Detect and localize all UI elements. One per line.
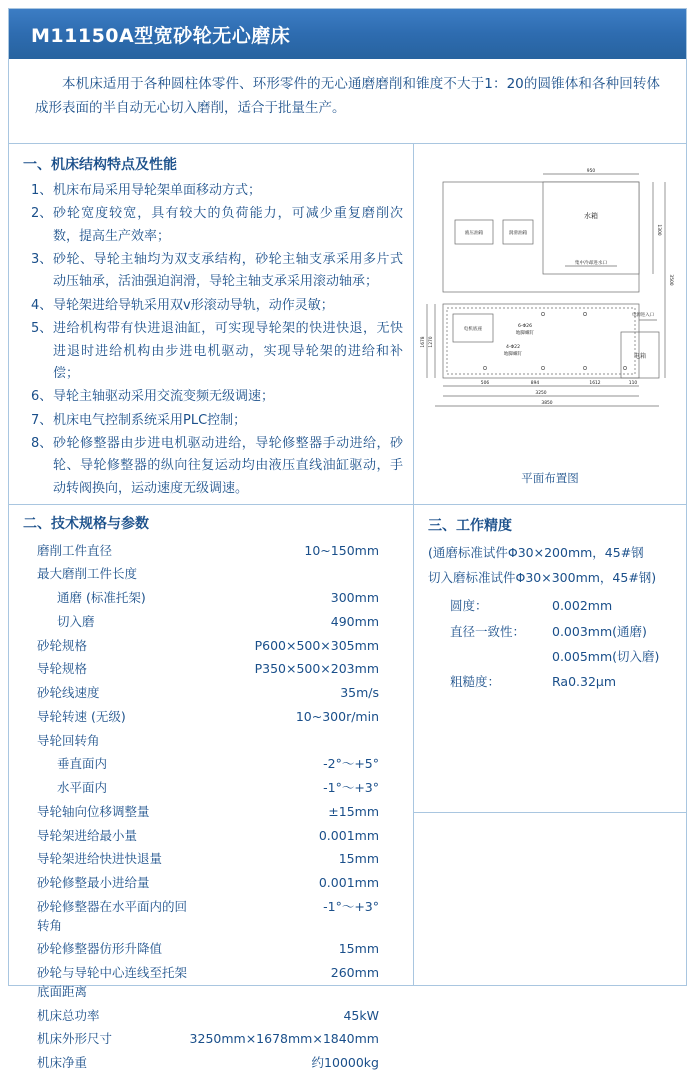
diagram-dim-left2: 1678: [420, 336, 426, 347]
list-item-text: 导轮主轴驱动采用交流变频无级调速；: [53, 386, 403, 408]
diagram-label-water-tank: 水箱: [584, 211, 598, 220]
spec-key: 机床净重: [23, 1052, 190, 1075]
list-item-text: 导轮架进给导轨采用双v形滚动导轨，动作灵敏；: [53, 295, 403, 317]
list-item-number: 8、: [23, 433, 53, 500]
spec-value: 0.001mm: [190, 872, 403, 896]
accuracy-value: 0.003mm(通磨): [546, 619, 676, 644]
list-item-text: 砂轮宽度较宽，具有较大的负荷能力，可减少重复磨削次数，提高生产效率；: [53, 203, 403, 248]
accuracy-key-empty: [428, 644, 546, 669]
spec-key: 导轮转速 (无级): [23, 705, 190, 729]
divider-right-inner: [414, 812, 686, 813]
list-item-text: 砂轮、导轮主轴均为双支承结构，砂轮主轴支承采用多片式动压轴承，活油强迫润滑，导轮主轴支承采用滚动轴承；: [53, 249, 403, 294]
spec-key: 砂轮与导轮中心连线至托架底面距离: [23, 962, 190, 1005]
diagram-label-hydraulic-station: 液压油箱: [465, 229, 484, 236]
accuracy-value: 0.005mm(切入磨): [546, 644, 676, 669]
diagram-label-electric-cabinet: 电箱: [634, 352, 646, 360]
accuracy-note-line2: 切入磨标准试件Φ30×300mm，45#钢): [428, 566, 676, 589]
table-row: [23, 634, 403, 658]
plan-layout-diagram: [425, 164, 675, 464]
table-row: [23, 563, 403, 587]
table-row: [23, 587, 403, 611]
diagram-dim-left1: 1270: [428, 336, 434, 347]
spec-value: 490mm: [190, 610, 403, 634]
spec-key: 导轮轴向位移调整量: [23, 800, 190, 824]
list-item: [23, 433, 403, 500]
list-item-number: 3、: [23, 249, 53, 294]
section-accuracy-heading: 三、工作精度: [428, 515, 676, 535]
diagram-dim-b1: 506: [481, 380, 490, 386]
section-accuracy: [414, 505, 686, 694]
spec-value: [190, 729, 403, 753]
table-row: [428, 619, 676, 644]
spec-value: 15mm: [190, 938, 403, 962]
table-row: [23, 800, 403, 824]
table-row: [23, 705, 403, 729]
list-item-number: 1、: [23, 180, 53, 202]
table-row: [23, 1028, 403, 1052]
table-row: [23, 539, 403, 563]
table-row: [23, 658, 403, 682]
list-item-number: 5、: [23, 318, 53, 385]
spec-key: 机床外形尺寸: [23, 1028, 190, 1052]
list-item-text: 机床电气控制系统采用PLC控制；: [53, 410, 403, 432]
spec-value: ±15mm: [190, 800, 403, 824]
spec-key: 砂轮修整器在水平面内的回转角: [23, 895, 190, 938]
accuracy-table: [428, 593, 676, 694]
table-row: [23, 729, 403, 753]
spec-value: 10~150mm: [190, 539, 403, 563]
list-item: [23, 249, 403, 294]
accuracy-key: 直径一致性：: [428, 619, 546, 644]
table-row: [23, 938, 403, 962]
spec-value: [190, 563, 403, 587]
spec-value: -1°～+3°: [190, 895, 403, 938]
diagram-dim-right-outer: 3500: [668, 274, 674, 285]
diagram-label-bolt4: 4-Φ22: [506, 344, 520, 350]
diagram-dim-b3: 1612: [589, 380, 600, 386]
spec-value: 15mm: [190, 848, 403, 872]
diagram-dim-total: 3850: [541, 400, 552, 406]
document-page: [8, 8, 687, 986]
diagram-caption: 平面布置图: [521, 470, 579, 486]
spec-key: 通磨 (标准托架): [23, 587, 190, 611]
section-features-heading: 一、机床结构特点及性能: [23, 154, 403, 174]
list-item: [23, 410, 403, 432]
table-row: [428, 593, 676, 618]
spec-key: 磨削工件直径: [23, 539, 190, 563]
section-features: [9, 144, 413, 501]
spec-value: 300mm: [190, 587, 403, 611]
accuracy-notes: [428, 541, 676, 589]
list-item: [23, 180, 403, 202]
spec-value: 约10000kg: [190, 1052, 403, 1075]
diagram-dim-machine: 3250: [535, 390, 546, 396]
spec-key: 水平面内: [23, 777, 190, 801]
diagram-label-lube-station: 润滑油箱: [509, 229, 528, 236]
diagram-label-motor-base: 电机底座: [464, 325, 483, 332]
spec-table: [23, 539, 403, 1075]
diagram-dim-right-inner: 1300: [656, 224, 662, 235]
spec-value: P350×500×203mm: [190, 658, 403, 682]
page-title-bar: [9, 9, 686, 59]
spec-key: 最大磨削工件长度: [23, 563, 190, 587]
spec-key: 砂轮修整器仿形升降值: [23, 938, 190, 962]
list-item-text: 机床布局采用导轮架单面移动方式；: [53, 180, 403, 202]
list-item: [23, 295, 403, 317]
spec-value: -2°～+5°: [190, 753, 403, 777]
spec-value: -1°～+3°: [190, 777, 403, 801]
table-row: [23, 1052, 403, 1075]
spec-value: 3250mm×1678mm×1840mm: [190, 1028, 403, 1052]
table-row: [428, 644, 676, 669]
table-row: [23, 848, 403, 872]
table-row: [23, 872, 403, 896]
table-row: [428, 669, 676, 694]
list-item-number: 4、: [23, 295, 53, 317]
spec-key: 导轮规格: [23, 658, 190, 682]
spec-key: 切入磨: [23, 610, 190, 634]
table-row: [23, 824, 403, 848]
table-row: [23, 682, 403, 706]
spec-value: 35m/s: [190, 682, 403, 706]
diagram-label-power-inlet: 电源进入口: [632, 311, 654, 318]
features-list: [23, 180, 403, 500]
spec-key: 机床总功率: [23, 1004, 190, 1028]
spec-key: 砂轮线速度: [23, 682, 190, 706]
accuracy-key: 粗糙度：: [428, 669, 546, 694]
diagram-dim-b2: 894: [531, 380, 540, 386]
spec-key: 垂直面内: [23, 753, 190, 777]
spec-value: 45kW: [190, 1004, 403, 1028]
spec-key: 砂轮修整最小进给量: [23, 872, 190, 896]
diagram-label-bolt4-sub: 地脚螺钉: [504, 350, 523, 357]
diagram-dim-b4: 110: [629, 380, 638, 386]
table-row: [23, 777, 403, 801]
section-layout-diagram: [414, 144, 686, 505]
table-row: [23, 895, 403, 938]
accuracy-value: Ra0.32μm: [546, 669, 676, 694]
list-item: [23, 203, 403, 248]
spec-key: 导轮架进给最小量: [23, 824, 190, 848]
spec-value: 0.001mm: [190, 824, 403, 848]
diagram-wrap: [414, 144, 686, 505]
spec-key: 砂轮规格: [23, 634, 190, 658]
list-item-number: 6、: [23, 386, 53, 408]
spec-value: P600×500×305mm: [190, 634, 403, 658]
diagram-label-bolt6-sub: 地脚螺钉: [516, 329, 535, 336]
diagram-label-coolant-inlet: 集中冷却进水口: [575, 259, 608, 266]
spec-key: 导轮架进给快进快退量: [23, 848, 190, 872]
diagram-dim-top: 950: [587, 168, 596, 174]
list-item-text: 进给机构带有快进退油缸，可实现导轮架的快进快退，无快进退时进给机构由步进电机驱动，实现导轮架的进给和补偿；: [53, 318, 403, 385]
intro-text: 本机床适用于各种圆柱体零件、环形零件的无心通磨磨削和锥度不大于1：20的圆锥体和各种回转体成形表面的半自动无心切入磨削，适合于批量生产。: [35, 73, 660, 120]
accuracy-key: 圆度：: [428, 593, 546, 618]
list-item-number: 2、: [23, 203, 53, 248]
section-specs-heading: 二、技术规格与参数: [23, 513, 403, 533]
accuracy-note-line1: (通磨标准试件Φ30×200mm，45#钢: [428, 541, 676, 564]
spec-value: 260mm: [190, 962, 403, 1005]
spec-value: 10~300r/min: [190, 705, 403, 729]
list-item-text: 砂轮修整器由步进电机驱动进给，导轮修整器手动进给，砂轮、导轮修整器的纵向往复运动均由液压直线油缸驱动，手动转阀换向，运动速度无级调速。: [53, 433, 403, 500]
table-row: [23, 610, 403, 634]
list-item: [23, 318, 403, 385]
spec-key: 导轮回转角: [23, 729, 190, 753]
list-item-number: 7、: [23, 410, 53, 432]
accuracy-value: 0.002mm: [546, 593, 676, 618]
intro-paragraph: [9, 59, 686, 132]
table-row: [23, 1004, 403, 1028]
list-item: [23, 386, 403, 408]
page-title: M11150A型宽砂轮无心磨床: [9, 21, 290, 48]
diagram-label-bolt6: 6-Φ26: [518, 323, 532, 329]
section-specs: [9, 505, 413, 1075]
table-row: [23, 753, 403, 777]
table-row: [23, 962, 403, 1005]
